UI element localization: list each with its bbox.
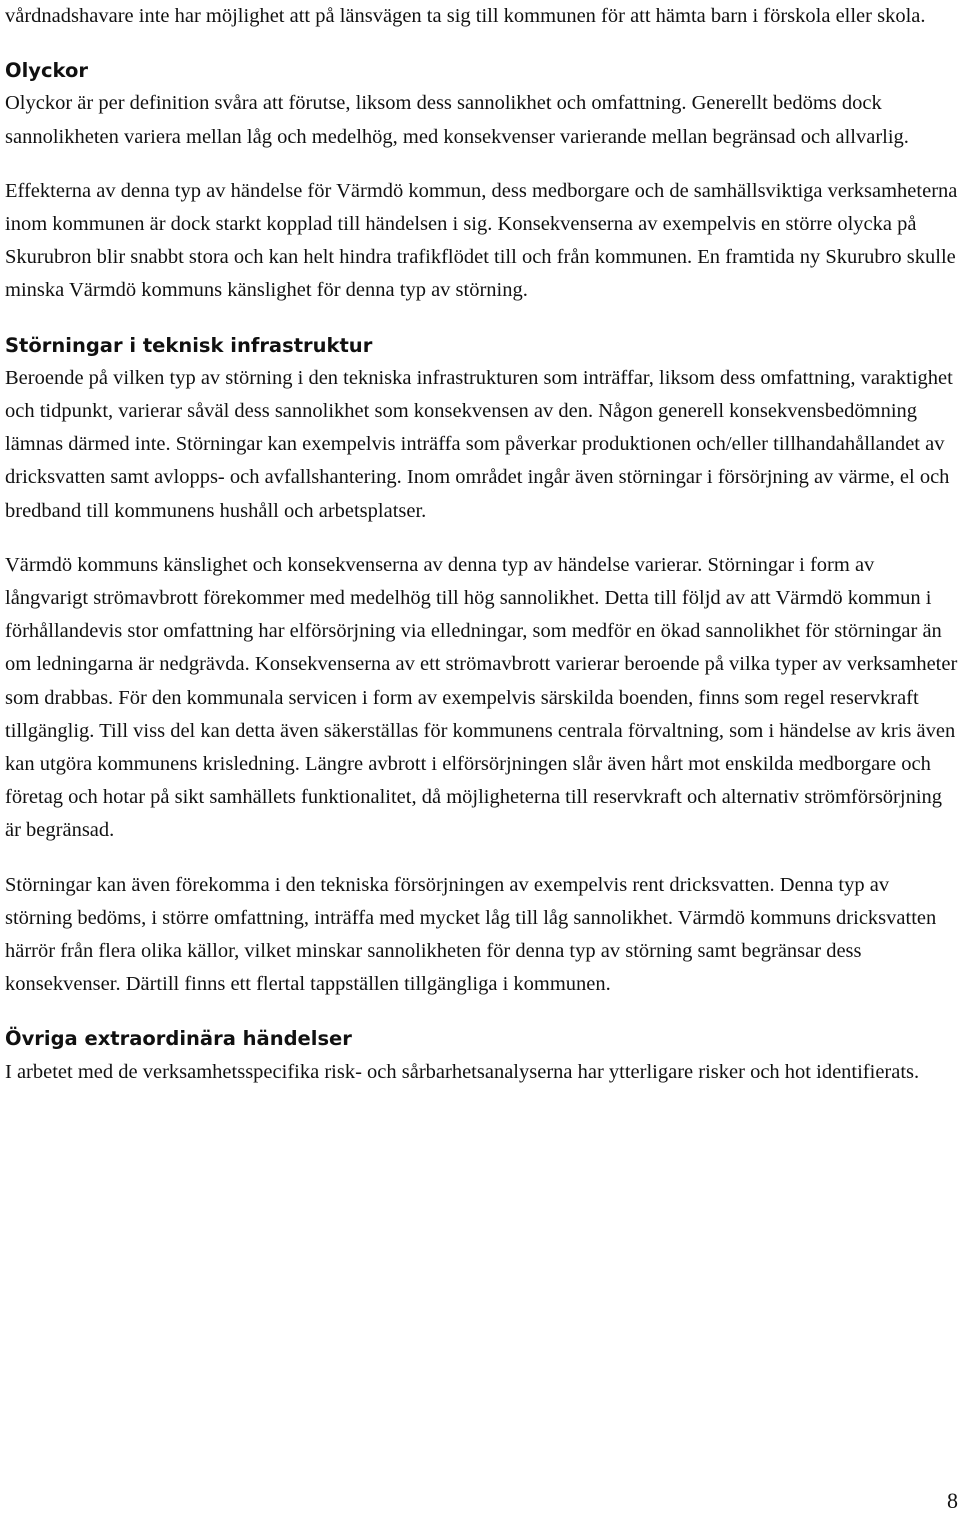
spacer [5,848,960,869]
heading-storningar-teknisk-infrastruktur: Störningar i teknisk infrastruktur [5,333,373,357]
spacer [5,1001,960,1022]
infrastruktur-paragraph-2: Värmdö kommuns känslighet och konsekvenserna av denna typ av händelse varierar. Störningar i form av långvarigt strömavbrott förekommer med medelhög till hög sannolikhet. Detta till följd av att Värmdö kommun i förhållandevis stor omfattning har elförsörjning via elledningar, som medför en ökad sannolikhet för störningar än om ledningarna är nedgrävda. Konsekvenserna av ett strömavbrott varierar beroende på vilka typer av verksamheter som drabbas. För den kommunala servicen i form av exempelvis särskilda boenden, finns som regel reservkraft tillgänglig. Till viss del kan detta även säkerställas för kommunens centrala förvaltning, som i händelse av kris även kan utgöra kommunens krisledning. Längre avbrott i elförsörjningen slår även hårt mot enskilda medborgare och företag och hotar på sikt samhällets funktionalitet, då möjligheterna till reservkraft och alternativ strömförsörjning är begränsad. [5,553,958,842]
intro-paragraph: vårdnadshavare inte har möjlighet att på länsvägen ta sig till kommunen för att hämta barn i förskola eller skola. [5,5,926,27]
document-page [5,0,960,1089]
spacer [5,528,960,549]
olyckor-paragraph-1: Olyckor är per definition svåra att förutse, liksom dess sannolikhet och omfattning. Generellt bedöms dock sannolikheten variera mellan låg och medelhög, med konsekvenser varierande mellan begränsad och allvarlig. [5,92,909,148]
spacer [5,308,960,329]
heading-olyckor: Olyckor [5,59,88,83]
infrastruktur-paragraph-1: Beroende på vilken typ av störning i den tekniska infrastrukturen som inträffar, liksom dess omfattning, varaktighet och tidpunkt, varierar såväl dess sannolikhet som konsekvensen av den. Någon generell konsekvensbedömning lämnas därmed inte. Störningar kan exempelvis inträffa som påverkar produktionen och/eller tillhandahållandet av dricksvatten samt avlopps- och avfallshantering. Inom området ingår även störningar i försörjning av värme, el och bredband till kommunens hushåll och arbetsplatser. [5,366,953,522]
spacer [5,154,960,175]
olyckor-paragraph-2: Effekterna av denna typ av händelse för Värmdö kommun, dess medborgare och de samhällsviktiga verksamheterna inom kommunen är dock starkt kopplad till händelsen i sig. Konsekvenserna av exempelvis en större olycka på Skurubron blir snabbt stora och kan helt hindra trafikflödet till och från kommunen. En framtida ny Skurubro skulle minska Värmdö kommuns känslighet för denna typ av störning. [5,179,958,302]
heading-ovriga-extraordinara-handelser: Övriga extraordinära händelser [5,1027,352,1051]
spacer [5,33,960,54]
page-number: 8 [947,1488,958,1513]
ovriga-paragraph-1: I arbetet med de verksamhetsspecifika risk- och sårbarhetsanalyserna har ytterligare risker och hot identifierats. [5,1060,920,1083]
infrastruktur-paragraph-3: Störningar kan även förekomma i den tekniska försörjningen av exempelvis rent dricksvatten. Denna typ av störning bedöms, i större omfattning, inträffa med mycket låg till låg sannolikhet. Värmdö kommuns dricksvatten härrör från flera olika källor, vilket minskar sannolikheten för denna typ av störning samt begränsar dess konsekvenser. Därtill finns ett flertal tappställen tillgängliga i kommunen. [5,873,937,996]
